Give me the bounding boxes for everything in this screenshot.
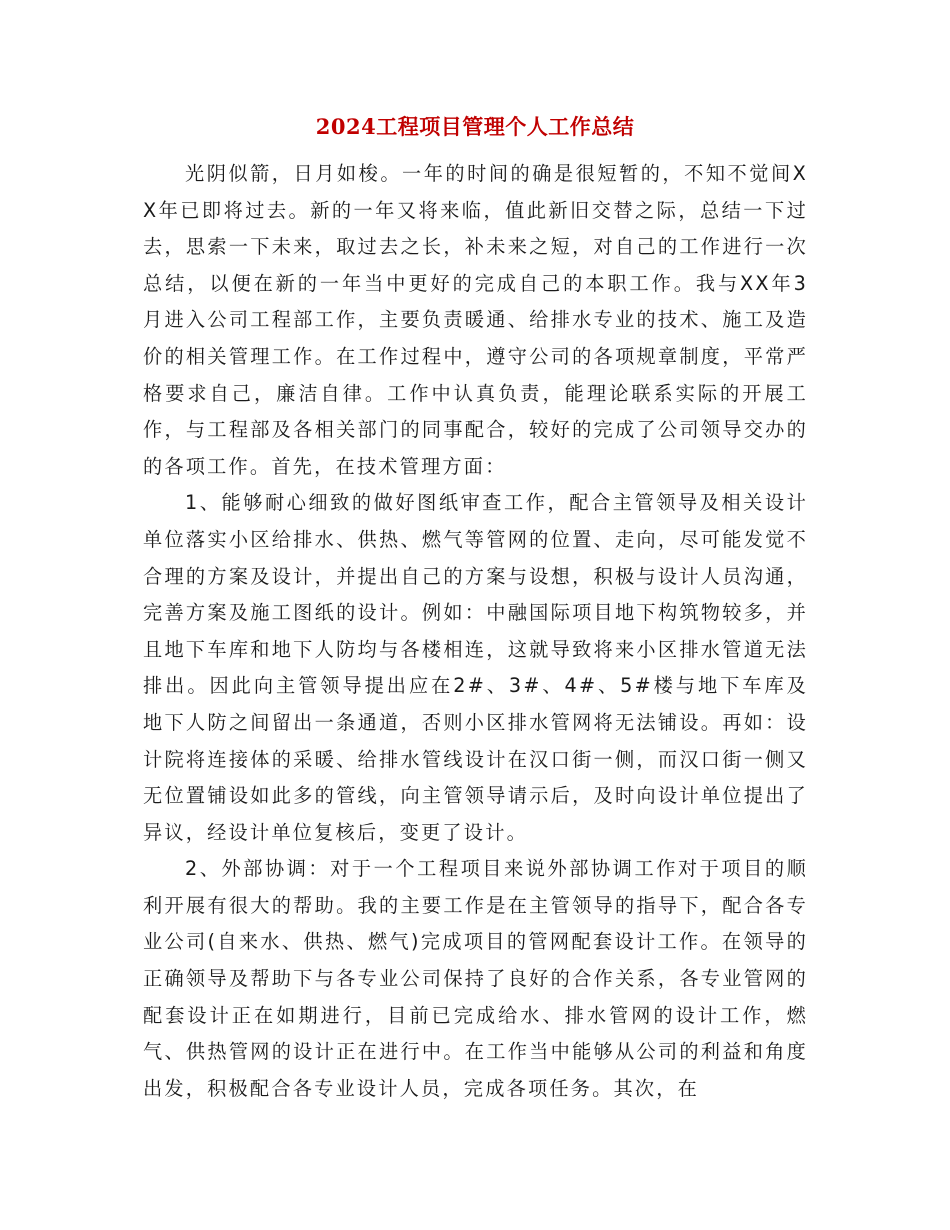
paragraph-external-coordination: 2、外部协调：对于一个工程项目来说外部协调工作对于项目的顺利开展有很大的帮助。我的主要工作是在主管领导的指导下，配合各专业公司(自来水、供热、燃气)完成项目的管网配套设计工作。在领导的正确领导及帮助下与各专业公司保持了良好的合作关系，各专业管网的配套设计正在如期进行，目前已完成给水、排水管网的设计工作，燃气、供热管网的设计正在进行中。在工作当中能够从公司的利益和角度出发，积极配合各专业设计人员，完成各项任务。其次，在 — [143, 857, 808, 1100]
paragraph-intro: 光阴似箭，日月如梭。一年的时间的确是很短暂的，不知不觉间XX年已即将过去。新的一年又将来临，值此新旧交替之际，总结一下过去，思索一下未来，取过去之长，补未来之短，对自己的工作进行一次总结，以便在新的一年当中更好的完成自己的本职工作。我与XX年3月进入公司工程部工作，主要负责暖通、给排水专业的技术、施工及造价的相关管理工作。在工作过程中，遵守公司的各项规章制度，平常严格要求自己，廉洁自律。工作中认真负责，能理论联系实际的开展工作，与工程部及各相关部门的同事配合，较好的完成了公司领导交办的的各项工作。首先，在技术管理方面： — [143, 162, 808, 478]
document-body — [143, 156, 808, 1107]
paragraph-technical-management: 1、能够耐心细致的做好图纸审查工作，配合主管领导及相关设计单位落实小区给排水、供热、燃气等管网的位置、走向，尽可能发觉不合理的方案及设计，并提出自己的方案与设想，积极与设计人员沟通，完善方案及施工图纸的设计。例如：中融国际项目地下构筑物较多，并且地下车库和地下人防均与各楼相连，这就导致将来小区排水管道无法排出。因此向主管领导提出应在2#、3#、4#、5#楼与地下车库及地下人防之间留出一条通道，否则小区排水管网将无法铺设。再如：设计院将连接体的采暖、给排水管线设计在汉口街一侧，而汉口街一侧又无位置铺设如此多的管线，向主管领导请示后，及时向设计单位提出了异议，经设计单位复核后，变更了设计。 — [143, 491, 808, 844]
document-title: 2024工程项目管理个人工作总结 — [315, 114, 635, 139]
